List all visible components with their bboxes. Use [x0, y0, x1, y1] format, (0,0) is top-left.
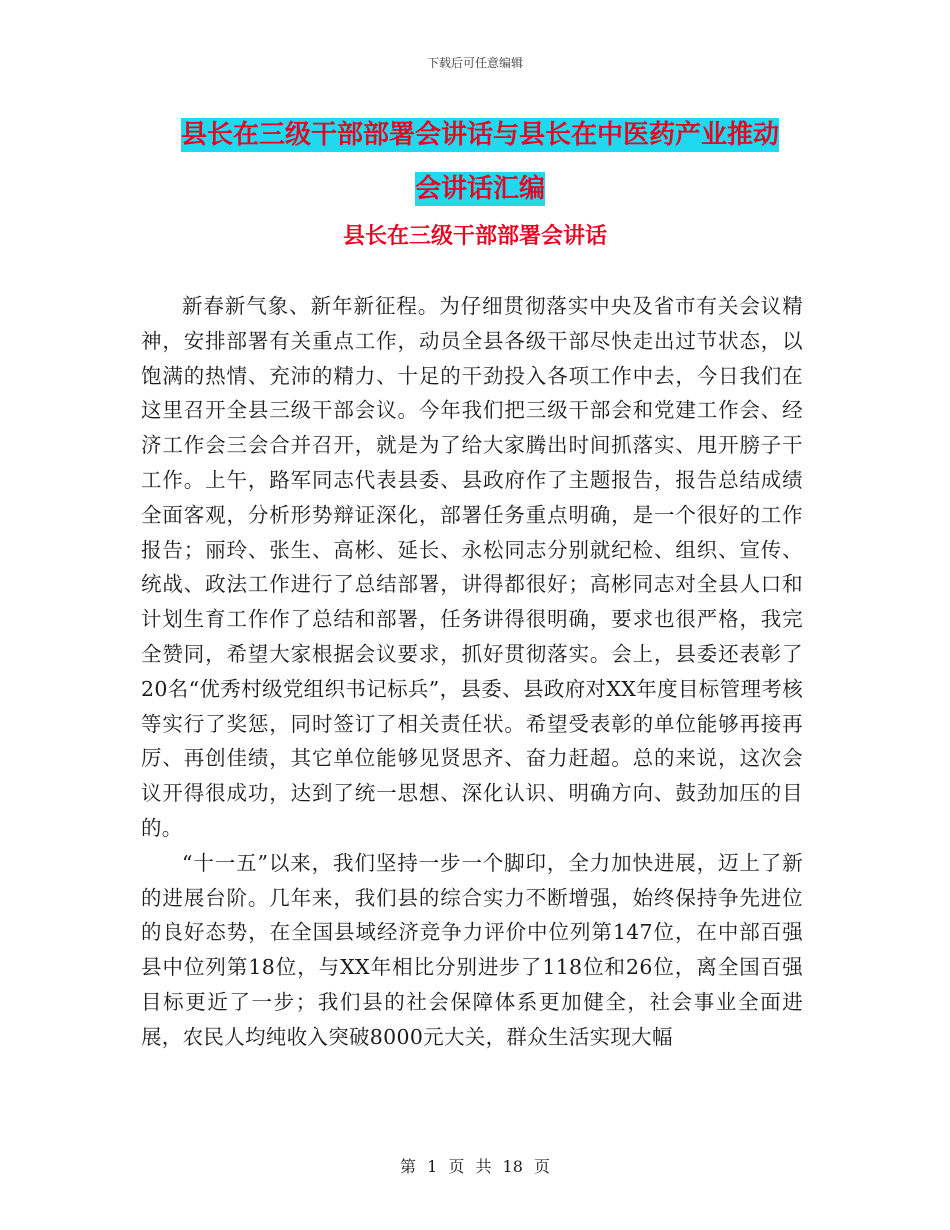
section-title: 县长在三级干部部署会讲话	[342, 224, 607, 249]
document-body	[141, 289, 803, 1055]
page-header-note: 下载后可任意编辑	[426, 56, 523, 70]
document-title-line-2: 会讲话汇编	[414, 174, 545, 204]
body-paragraph: 新春新气象、新年新征程。为仔细贯彻落实中央及省市有关会议精神，安排部署有关重点工作，动员全县各级干部尽快走出过节状态，以饱满的热情、充沛的精力、十足的干劲投入各项工作中去，今日我们在这里召开全县三级干部会议。今年我们把三级干部会和党建工作会、经济工作会三会合并召开，就是为了给大家腾出时间抓落实、甩开膀子干工作。上午，路军同志代表县委、县政府作了主题报告，报告总结成绩全面客观，分析形势辩证深化，部署任务重点明确，是一个很好的工作报告；丽玲、张生、高彬、延长、永松同志分别就纪检、组织、宣传、统战、政法工作进行了总结部署，讲得都很好；高彬同志对全县人口和计划生育工作作了总结和部署，任务讲得很明确，要求也很严格，我完全赞同，希望大家根据会议要求，抓好贯彻落实。会上，县委还表彰了20名“优秀村级党组织书记标兵”，县委、县政府对XX年度目标管理考核等实行了奖惩，同时签订了相关责任状。希望受表彰的单位能够再接再厉、再创佳绩，其它单位能够见贤思齐、奋力赶超。总的来说，这次会议开得很成功，达到了统一思想、深化认识、明确方向、鼓劲加压的目的。	[141, 294, 803, 840]
page-number-footer: 第 1 页 共 18 页	[400, 1157, 550, 1176]
document-title-line-1: 县长在三级干部部署会讲话与县长在中医药产业推动	[180, 120, 779, 150]
body-paragraph: “十一五”以来，我们坚持一步一个脚印，全力加快进展，迈上了新的进展台阶。几年来，我们县的综合实力不断增强，始终保持争先进位的良好态势，在全国县域经济竞争力评价中位列第147位，在中部百强县中位列第18位，与XX年相比分别进步了118位和26位，离全国百强目标更近了一步；我们县的社会保障体系更加健全，社会事业全面进展，农民人均纯收入突破8000元大关，群众生活实现大幅	[141, 850, 803, 1049]
document-title	[140, 108, 820, 216]
